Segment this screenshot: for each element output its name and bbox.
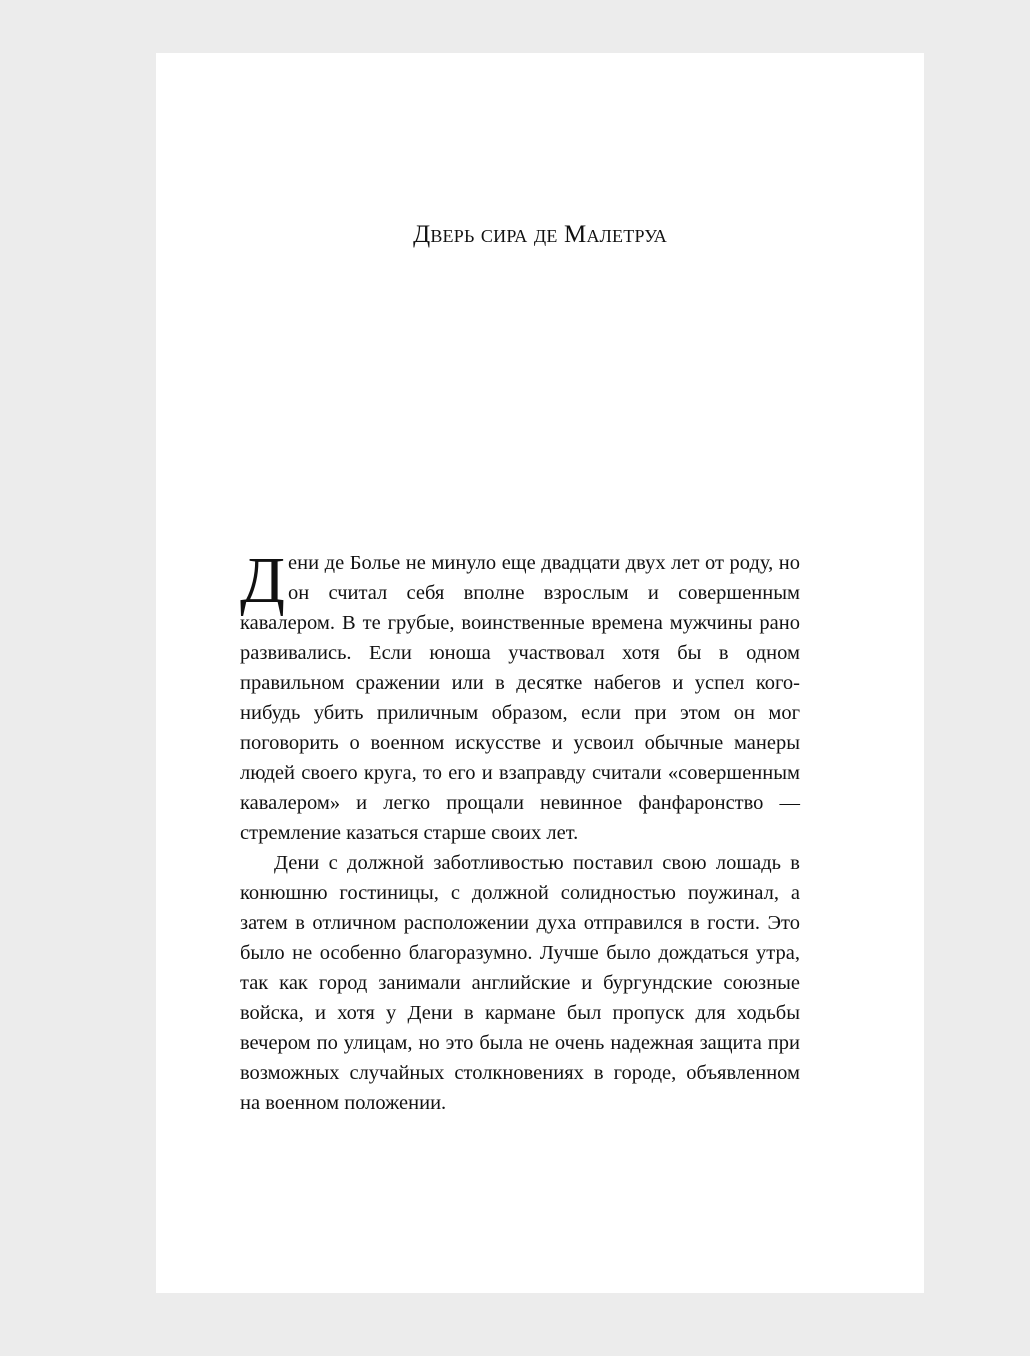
paragraph-1	[240, 544, 800, 848]
book-page	[156, 53, 924, 1293]
paragraph-2: Дени с должной заботливостью поставил свою лошадь в конюшню гостиницы, с должной солидностью поужинал, а затем в отличном расположении духа отправился в гости. Это было не особенно благоразумно. Лучше было дождаться утра, так как город занимали английские и бургундские союзные войска, и хотя у Дени в кармане был пропуск для ходьбы вечером по улицам, но это была не очень надежная защита при возможных случайных столкновениях в городе, объявленном на военном положении.	[240, 852, 800, 1114]
chapter-title: Дверь сира де Малетруа	[413, 221, 667, 248]
paragraph-1-text: ени де Болье не минуло еще двадцати двух лет от роду, но он считал себя вполне взрослым и совершенным кавалером. В те грубые, воинственные времена мужчины рано развивались. Если юноша участвовал хотя бы в одном правильном сражении или в десятке набегов и успел кого-нибудь убить приличным образом, если при этом он мог поговорить о военном искусстве и усвоил обычные манеры людей своего круга, то его и взаправду считали «совершенным кавалером» и легко прощали невинное фанфаронство — стремление казаться старше своих лет.	[240, 552, 800, 844]
drop-cap: Д	[240, 544, 286, 617]
chapter-body	[240, 544, 800, 1118]
